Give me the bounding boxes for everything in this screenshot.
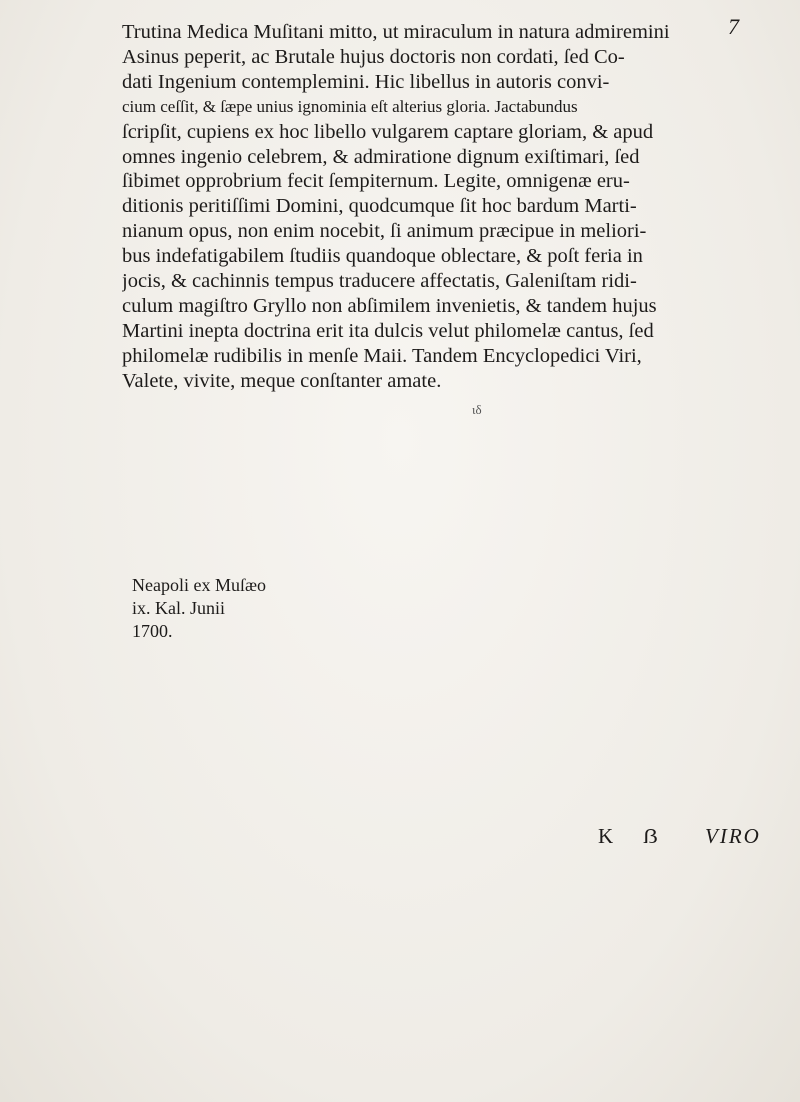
page-number: 7 [728, 14, 739, 39]
text-line: culum magiſtro Gryllo non abſimilem invenietis, & tandem hujus [122, 294, 657, 317]
text-line: Valete, vivite, meque conſtanter amate. [122, 369, 442, 392]
signature-part: K [598, 824, 614, 848]
text-line: philomelæ rudibilis in menſe Maii. Tandem Encyclopedici Viri, [122, 344, 642, 367]
dateline [132, 574, 266, 643]
text-line: bus indefatigabilem ſtudiis quandoque oblectare, & poſt feria in [122, 245, 643, 268]
dateline-line: ix. Kal. Junii [132, 598, 225, 618]
text-line: cium ceſſit, & ſæpe unius ignominia eſt alterius gloria. Jactabundus [122, 96, 578, 116]
text-line: ſibimet opprobrium fecit ſempiternum. Legite, omnigenæ eru- [122, 170, 630, 193]
text-line: nianum opus, non enim nocebit, ſi animum præcipue in meliori- [122, 220, 647, 243]
text-line: omnes ingenio celebrem, & admiratione dignum exiſtimari, ſed [122, 145, 640, 168]
signature-part: VIRO [705, 824, 761, 848]
dateline-line: Neapoli ex Muſæo [132, 575, 266, 595]
stray-mark: ιδ [472, 402, 482, 417]
text-line: Asinus peperit, ac Brutale hujus doctoris non cordati, ſed Co- [122, 45, 625, 68]
text-line: ditionis peritiſſimi Domini, quodcumque ſit hoc bardum Marti- [122, 195, 637, 218]
text-line: jocis, & cachinnis tempus traducere affectatis, Galeniſtam ridi- [122, 270, 637, 293]
text-line: ſcripſit, cupiens ex hoc libello vulgarem captare gloriam, & apud [122, 120, 654, 143]
text-line: Trutina Medica Muſitani mitto, ut miraculum in natura admiremini [122, 21, 670, 43]
body-text [122, 20, 784, 394]
text-line: dati Ingenium contemplemini. Hic libellus in autoris convi- [122, 70, 610, 93]
signature-part: ẞ [643, 824, 658, 848]
dateline-line: 1700. [132, 621, 173, 641]
text-line: Martini inepta doctrina erit ita dulcis velut philomelæ cantus, ſed [122, 319, 654, 342]
